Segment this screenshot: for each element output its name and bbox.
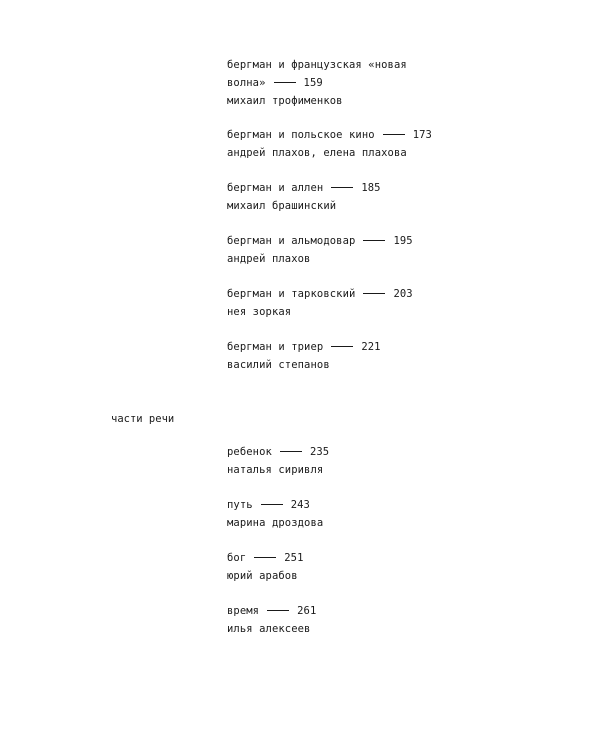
entry-author: андрей плахов, елена плахова	[227, 147, 407, 159]
entry-author: михаил брашинский	[227, 200, 337, 212]
dash-separator	[267, 610, 289, 611]
entry-author: василий степанов	[227, 359, 330, 371]
entry-author: наталья сиривля	[227, 464, 324, 476]
entry-title: бергман и триер	[227, 341, 324, 353]
page-number: 203	[393, 288, 413, 300]
toc-entry	[227, 338, 381, 374]
dash-separator	[274, 82, 296, 83]
dash-separator	[254, 557, 276, 558]
toc-entry	[227, 232, 413, 268]
dash-separator	[280, 451, 302, 452]
page-number: 185	[361, 182, 381, 194]
dash-separator	[331, 187, 353, 188]
toc-entry	[227, 179, 381, 215]
entry-title: бергман и французская «новая	[227, 59, 407, 71]
entry-title: ребенок	[227, 446, 272, 458]
page-number: 173	[412, 129, 432, 141]
entry-title: бергман и тарковский	[227, 288, 356, 300]
dash-separator	[383, 134, 405, 135]
entry-author: андрей плахов	[227, 253, 311, 265]
toc-entry	[227, 602, 316, 638]
entry-title: бергман и польское кино	[227, 129, 375, 141]
page-number: 261	[297, 605, 317, 617]
entry-author: илья алексеев	[227, 623, 311, 635]
entry-author: нея зоркая	[227, 306, 292, 318]
toc-entry	[227, 285, 413, 321]
entry-title: время	[227, 605, 260, 617]
entry-title: волна»	[227, 77, 266, 89]
page-number: 243	[290, 499, 310, 511]
toc-entry	[227, 126, 432, 162]
section-heading: части речи	[111, 413, 175, 425]
page-number: 195	[393, 235, 413, 247]
toc-entry	[227, 496, 323, 532]
dash-separator	[261, 504, 283, 505]
entry-author: михаил трофименков	[227, 95, 343, 107]
dash-separator	[363, 293, 385, 294]
page-number: 159	[303, 77, 323, 89]
dash-separator	[331, 346, 353, 347]
page-number: 235	[309, 446, 330, 458]
entry-title: бог	[227, 552, 247, 564]
dash-separator	[363, 240, 385, 241]
entry-title: бергман и аллен	[227, 182, 324, 194]
entry-author: марина дроздова	[227, 517, 324, 529]
toc-entry	[227, 56, 407, 110]
entry-title: бергман и альмодовар	[227, 235, 356, 247]
entry-author: юрий арабов	[227, 570, 298, 582]
page-number: 251	[284, 552, 304, 564]
toc-entry	[227, 549, 304, 585]
toc-entry	[227, 443, 329, 479]
page-number: 221	[361, 341, 381, 353]
entry-title: путь	[227, 499, 253, 511]
